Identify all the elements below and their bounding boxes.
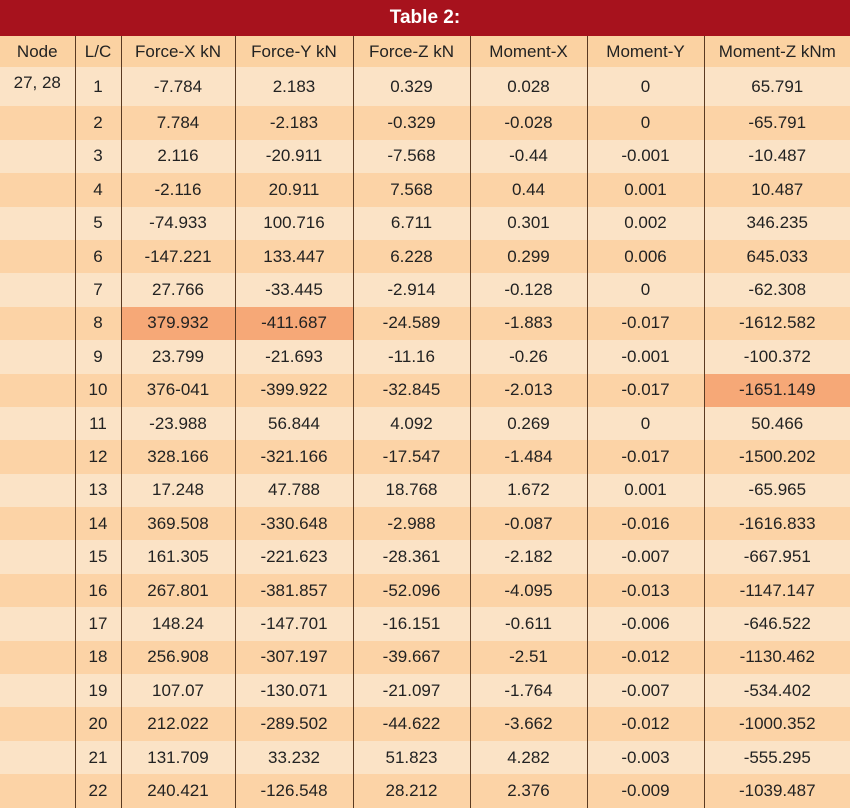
cell-moment-y: -0.017 [587, 440, 704, 473]
cell-moment-x: -2.013 [470, 374, 587, 407]
cell-force-x: 17.248 [121, 474, 235, 507]
node-cell-empty [0, 574, 75, 607]
cell-moment-y: 0 [587, 106, 704, 139]
cell-lc: 15 [75, 540, 121, 573]
cell-moment-z: -62.308 [704, 273, 850, 306]
cell-force-z: -28.361 [353, 540, 470, 573]
cell-lc: 3 [75, 140, 121, 173]
table-row [0, 741, 850, 774]
cell-lc: 21 [75, 741, 121, 774]
cell-lc: 20 [75, 707, 121, 740]
node-cell-empty [0, 474, 75, 507]
cell-moment-x: -0.028 [470, 106, 587, 139]
cell-force-y: 33.232 [235, 741, 353, 774]
header-force-y: Force-Y kN [235, 36, 353, 67]
header-moment-z: Moment-Z kNm [704, 36, 850, 67]
node-cell-empty [0, 240, 75, 273]
table-row [0, 273, 850, 306]
cell-force-z: -32.845 [353, 374, 470, 407]
table-row [0, 240, 850, 273]
cell-moment-z: -1147.147 [704, 574, 850, 607]
node-cell-empty [0, 440, 75, 473]
cell-lc: 7 [75, 273, 121, 306]
cell-force-y: 47.788 [235, 474, 353, 507]
cell-lc: 8 [75, 307, 121, 340]
table-row [0, 307, 850, 340]
cell-moment-y: -0.013 [587, 574, 704, 607]
node-cell-empty [0, 407, 75, 440]
cell-moment-y: -0.012 [587, 641, 704, 674]
table-row [0, 540, 850, 573]
cell-force-y: -381.857 [235, 574, 353, 607]
cell-moment-y: 0.001 [587, 173, 704, 206]
cell-force-y: -399.922 [235, 374, 353, 407]
cell-moment-z: -667.951 [704, 540, 850, 573]
cell-force-x: 107.07 [121, 674, 235, 707]
cell-force-y: 56.844 [235, 407, 353, 440]
cell-lc: 18 [75, 641, 121, 674]
node-cell-empty [0, 173, 75, 206]
node-cell-empty [0, 106, 75, 139]
node-cell: 27, 28 [0, 67, 75, 106]
cell-moment-y: -0.017 [587, 374, 704, 407]
cell-force-z: -21.097 [353, 674, 470, 707]
cell-force-x: 328.166 [121, 440, 235, 473]
cell-lc: 11 [75, 407, 121, 440]
cell-force-y: -20.911 [235, 140, 353, 173]
cell-force-z: -44.622 [353, 707, 470, 740]
table-row [0, 106, 850, 139]
cell-force-x: -7.784 [121, 67, 235, 106]
cell-moment-x: -1.883 [470, 307, 587, 340]
cell-force-z: -17.547 [353, 440, 470, 473]
cell-moment-x: 4.282 [470, 741, 587, 774]
cell-lc: 13 [75, 474, 121, 507]
cell-force-z: 51.823 [353, 741, 470, 774]
cell-force-y: -289.502 [235, 707, 353, 740]
cell-lc: 6 [75, 240, 121, 273]
cell-moment-y: 0 [587, 273, 704, 306]
cell-force-z: 28.212 [353, 774, 470, 807]
table-row [0, 140, 850, 173]
cell-lc: 4 [75, 173, 121, 206]
cell-lc: 17 [75, 607, 121, 640]
cell-force-x: 23.799 [121, 340, 235, 373]
cell-lc: 2 [75, 106, 121, 139]
node-cell-empty [0, 641, 75, 674]
cell-force-x: 212.022 [121, 707, 235, 740]
cell-force-y: 20.911 [235, 173, 353, 206]
cell-force-x: 161.305 [121, 540, 235, 573]
cell-force-x: 240.421 [121, 774, 235, 807]
node-cell-empty [0, 374, 75, 407]
table-row [0, 607, 850, 640]
table-row [0, 173, 850, 206]
cell-moment-z: -1651.149 [704, 374, 850, 407]
cell-force-z: -24.589 [353, 307, 470, 340]
cell-force-y: -33.445 [235, 273, 353, 306]
cell-moment-z: 65.791 [704, 67, 850, 106]
node-cell-empty [0, 207, 75, 240]
cell-moment-y: -0.016 [587, 507, 704, 540]
cell-force-x: 376-041 [121, 374, 235, 407]
cell-force-z: 0.329 [353, 67, 470, 106]
cell-force-y: -2.183 [235, 106, 353, 139]
cell-moment-y: 0 [587, 407, 704, 440]
cell-force-y: 133.447 [235, 240, 353, 273]
cell-moment-x: 1.672 [470, 474, 587, 507]
cell-lc: 5 [75, 207, 121, 240]
table-row [0, 707, 850, 740]
node-cell-empty [0, 140, 75, 173]
cell-force-x: 148.24 [121, 607, 235, 640]
cell-moment-z: -100.372 [704, 340, 850, 373]
header-row [0, 36, 850, 67]
header-moment-x: Moment-X [470, 36, 587, 67]
cell-force-z: 7.568 [353, 173, 470, 206]
cell-force-z: -39.667 [353, 641, 470, 674]
cell-moment-x: 0.301 [470, 207, 587, 240]
cell-force-y: -126.548 [235, 774, 353, 807]
table-row [0, 474, 850, 507]
cell-moment-y: -0.009 [587, 774, 704, 807]
cell-moment-y: 0.006 [587, 240, 704, 273]
cell-force-x: 2.116 [121, 140, 235, 173]
cell-force-x: 256.908 [121, 641, 235, 674]
cell-moment-y: 0.002 [587, 207, 704, 240]
cell-force-x: 7.784 [121, 106, 235, 139]
node-cell-empty [0, 507, 75, 540]
cell-moment-y: 0 [587, 67, 704, 106]
cell-lc: 19 [75, 674, 121, 707]
cell-moment-y: 0.001 [587, 474, 704, 507]
cell-force-y: -330.648 [235, 507, 353, 540]
cell-moment-x: -1.484 [470, 440, 587, 473]
table-row [0, 574, 850, 607]
cell-moment-x: -0.611 [470, 607, 587, 640]
cell-force-z: -0.329 [353, 106, 470, 139]
cell-moment-y: -0.007 [587, 674, 704, 707]
cell-force-z: -52.096 [353, 574, 470, 607]
cell-moment-x: 0.028 [470, 67, 587, 106]
cell-force-x: -23.988 [121, 407, 235, 440]
cell-force-x: 131.709 [121, 741, 235, 774]
header-lc: L/C [75, 36, 121, 67]
cell-moment-z: 10.487 [704, 173, 850, 206]
cell-moment-z: 346.235 [704, 207, 850, 240]
node-cell-empty [0, 273, 75, 306]
cell-moment-x: 2.376 [470, 774, 587, 807]
cell-moment-y: -0.001 [587, 340, 704, 373]
cell-moment-x: -0.44 [470, 140, 587, 173]
cell-moment-x: -2.51 [470, 641, 587, 674]
node-cell-empty [0, 540, 75, 573]
cell-moment-x: 0.44 [470, 173, 587, 206]
table-row [0, 641, 850, 674]
cell-lc: 10 [75, 374, 121, 407]
table-row [0, 407, 850, 440]
cell-force-z: -11.16 [353, 340, 470, 373]
cell-force-z: 6.711 [353, 207, 470, 240]
cell-moment-z: -1130.462 [704, 641, 850, 674]
cell-lc: 1 [75, 67, 121, 106]
cell-force-y: -411.687 [235, 307, 353, 340]
cell-moment-x: -0.087 [470, 507, 587, 540]
cell-moment-z: -1000.352 [704, 707, 850, 740]
node-cell-empty [0, 774, 75, 807]
cell-force-x: 369.508 [121, 507, 235, 540]
cell-lc: 22 [75, 774, 121, 807]
node-cell-empty [0, 340, 75, 373]
cell-force-z: 6.228 [353, 240, 470, 273]
cell-moment-y: -0.001 [587, 140, 704, 173]
cell-moment-y: -0.007 [587, 540, 704, 573]
cell-force-y: 2.183 [235, 67, 353, 106]
cell-moment-x: 0.269 [470, 407, 587, 440]
table-row [0, 440, 850, 473]
cell-force-x: -147.221 [121, 240, 235, 273]
cell-moment-z: -1616.833 [704, 507, 850, 540]
table-row [0, 207, 850, 240]
node-cell-empty [0, 607, 75, 640]
node-cell-empty [0, 307, 75, 340]
header-force-z: Force-Z kN [353, 36, 470, 67]
cell-moment-z: -555.295 [704, 741, 850, 774]
node-cell-empty [0, 674, 75, 707]
cell-force-z: 4.092 [353, 407, 470, 440]
cell-moment-x: -1.764 [470, 674, 587, 707]
cell-moment-z: -646.522 [704, 607, 850, 640]
cell-moment-z: -1039.487 [704, 774, 850, 807]
cell-force-y: -21.693 [235, 340, 353, 373]
cell-moment-x: -3.662 [470, 707, 587, 740]
node-cell-empty [0, 707, 75, 740]
table-body [0, 67, 850, 808]
cell-force-x: 27.766 [121, 273, 235, 306]
cell-moment-x: 0.299 [470, 240, 587, 273]
cell-force-z: -2.914 [353, 273, 470, 306]
cell-moment-x: -0.26 [470, 340, 587, 373]
cell-moment-y: -0.012 [587, 707, 704, 740]
cell-force-z: 18.768 [353, 474, 470, 507]
cell-force-z: -7.568 [353, 140, 470, 173]
cell-force-x: -74.933 [121, 207, 235, 240]
table-row [0, 774, 850, 807]
cell-moment-x: -2.182 [470, 540, 587, 573]
header-moment-y: Moment-Y [587, 36, 704, 67]
cell-moment-z: -65.965 [704, 474, 850, 507]
header-force-x: Force-X kN [121, 36, 235, 67]
cell-force-y: 100.716 [235, 207, 353, 240]
data-table [0, 36, 850, 808]
cell-moment-y: -0.003 [587, 741, 704, 774]
table-row [0, 67, 850, 106]
cell-force-y: -147.701 [235, 607, 353, 640]
cell-moment-z: -65.791 [704, 106, 850, 139]
cell-moment-z: -1500.202 [704, 440, 850, 473]
cell-lc: 9 [75, 340, 121, 373]
cell-lc: 16 [75, 574, 121, 607]
table-row [0, 674, 850, 707]
cell-force-z: -16.151 [353, 607, 470, 640]
table-title: Table 2: [0, 0, 850, 36]
cell-moment-x: -4.095 [470, 574, 587, 607]
cell-force-z: -2.988 [353, 507, 470, 540]
table-row [0, 340, 850, 373]
cell-force-y: -321.166 [235, 440, 353, 473]
cell-force-y: -307.197 [235, 641, 353, 674]
cell-moment-z: -534.402 [704, 674, 850, 707]
cell-force-x: 379.932 [121, 307, 235, 340]
cell-moment-y: -0.006 [587, 607, 704, 640]
cell-force-x: -2.116 [121, 173, 235, 206]
node-cell-empty [0, 741, 75, 774]
cell-force-x: 267.801 [121, 574, 235, 607]
cell-lc: 14 [75, 507, 121, 540]
cell-moment-x: -0.128 [470, 273, 587, 306]
cell-moment-z: -10.487 [704, 140, 850, 173]
header-node: Node [0, 36, 75, 67]
cell-lc: 12 [75, 440, 121, 473]
table-row [0, 507, 850, 540]
cell-moment-y: -0.017 [587, 307, 704, 340]
cell-moment-z: -1612.582 [704, 307, 850, 340]
cell-force-y: -130.071 [235, 674, 353, 707]
cell-moment-z: 50.466 [704, 407, 850, 440]
cell-moment-z: 645.033 [704, 240, 850, 273]
table-row [0, 374, 850, 407]
cell-force-y: -221.623 [235, 540, 353, 573]
